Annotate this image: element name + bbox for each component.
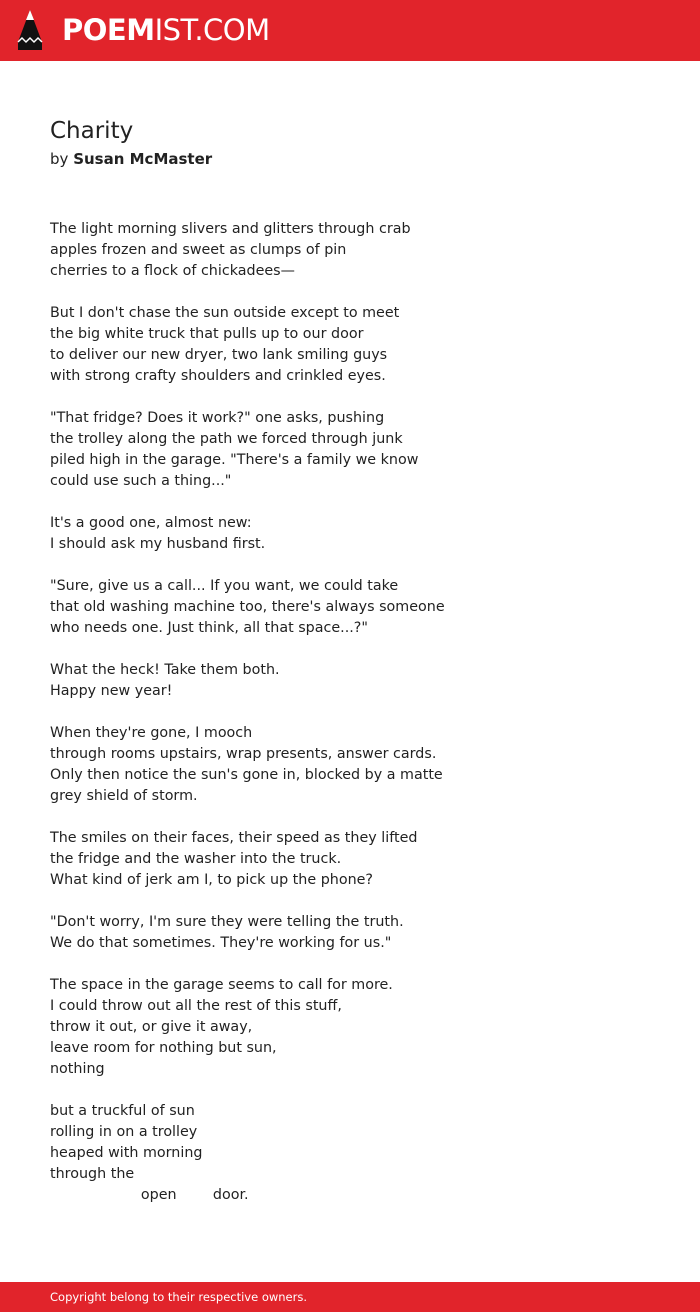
poem-line: "Sure, give us a call... If you want, we could take [50, 578, 399, 594]
poem-line: the trolley along the path we forced through junk [50, 431, 403, 447]
poem-line: but a truckful of sun [50, 1103, 195, 1119]
pencil-tip-icon[interactable] [17, 9, 43, 51]
poem-line: heaped with morning [50, 1145, 203, 1161]
poem-stanza [50, 723, 670, 807]
copyright-text: Copyright belong to their respective owners. [50, 1290, 308, 1304]
poem-line: The light morning slivers and glitters through crab [50, 221, 411, 237]
author-name[interactable]: Susan McMaster [73, 150, 213, 168]
site-header [0, 0, 700, 61]
poem-byline [50, 148, 212, 170]
poem-line: "Don't worry, I'm sure they were telling the truth. [50, 914, 404, 930]
poem-stanza [50, 1101, 670, 1206]
site-logo-text[interactable] [62, 10, 270, 50]
poem-stanza [50, 219, 670, 282]
poem-stanza [50, 912, 670, 954]
poem-stanza [50, 975, 670, 1080]
poem-stanza [50, 828, 670, 891]
poem-line: that old washing machine too, there's always someone [50, 599, 445, 615]
poem-line: The smiles on their faces, their speed as they lifted [50, 830, 418, 846]
poem-stanza [50, 660, 670, 702]
poem-line: cherries to a flock of chickadees— [50, 263, 295, 279]
poem-line: could use such a thing..." [50, 473, 232, 489]
brand-light: IST.COM [154, 13, 270, 47]
poem-line: the fridge and the washer into the truck. [50, 851, 342, 867]
poem-title: Charity [50, 118, 134, 144]
poem-line: We do that sometimes. They're working for us." [50, 935, 392, 951]
poem-line: I should ask my husband first. [50, 536, 266, 552]
poem-stanza [50, 303, 670, 387]
poem-line: piled high in the garage. "There's a family we know [50, 452, 419, 468]
poem-stanza [50, 408, 670, 492]
poem-line: What the heck! Take them both. [50, 662, 280, 678]
poem-line: Happy new year! [50, 683, 173, 699]
poem-line: throw it out, or give it away, [50, 1019, 253, 1035]
poem-line: leave room for nothing but sun, [50, 1040, 277, 1056]
poem-line: It's a good one, almost new: [50, 515, 252, 531]
poem-stanza [50, 576, 670, 639]
brand-bold: POEM [62, 13, 155, 47]
poem-line: rolling in on a trolley [50, 1124, 198, 1140]
poem-line: Only then notice the sun's gone in, blocked by a matte [50, 767, 443, 783]
poem-line: I could throw out all the rest of this stuff, [50, 998, 342, 1014]
poem-line: to deliver our new dryer, two lank smiling guys [50, 347, 388, 363]
poem-stanza [50, 513, 670, 555]
poem-line: with strong crafty shoulders and crinkled eyes. [50, 368, 386, 384]
poem-line: grey shield of storm. [50, 788, 198, 804]
poem-line: The space in the garage seems to call for more. [50, 977, 393, 993]
poem-line: "That fridge? Does it work?" one asks, pushing [50, 410, 385, 426]
poem-body [50, 219, 670, 1227]
poem-line: through the [50, 1166, 135, 1182]
poem-line: nothing [50, 1061, 105, 1077]
poem-line: who needs one. Just think, all that space...?" [50, 620, 368, 636]
site-footer [0, 1282, 700, 1312]
poem-line: But I don't chase the sun outside except to meet [50, 305, 400, 321]
poem-line: apples frozen and sweet as clumps of pin [50, 242, 347, 258]
poem-line: What kind of jerk am I, to pick up the phone? [50, 872, 374, 888]
byline-prefix: by [50, 150, 69, 168]
poem-line: through rooms upstairs, wrap presents, answer cards. [50, 746, 437, 762]
poem-line: open door. [50, 1187, 249, 1203]
poem-line: When they're gone, I mooch [50, 725, 253, 741]
poem-line: the big white truck that pulls up to our door [50, 326, 364, 342]
